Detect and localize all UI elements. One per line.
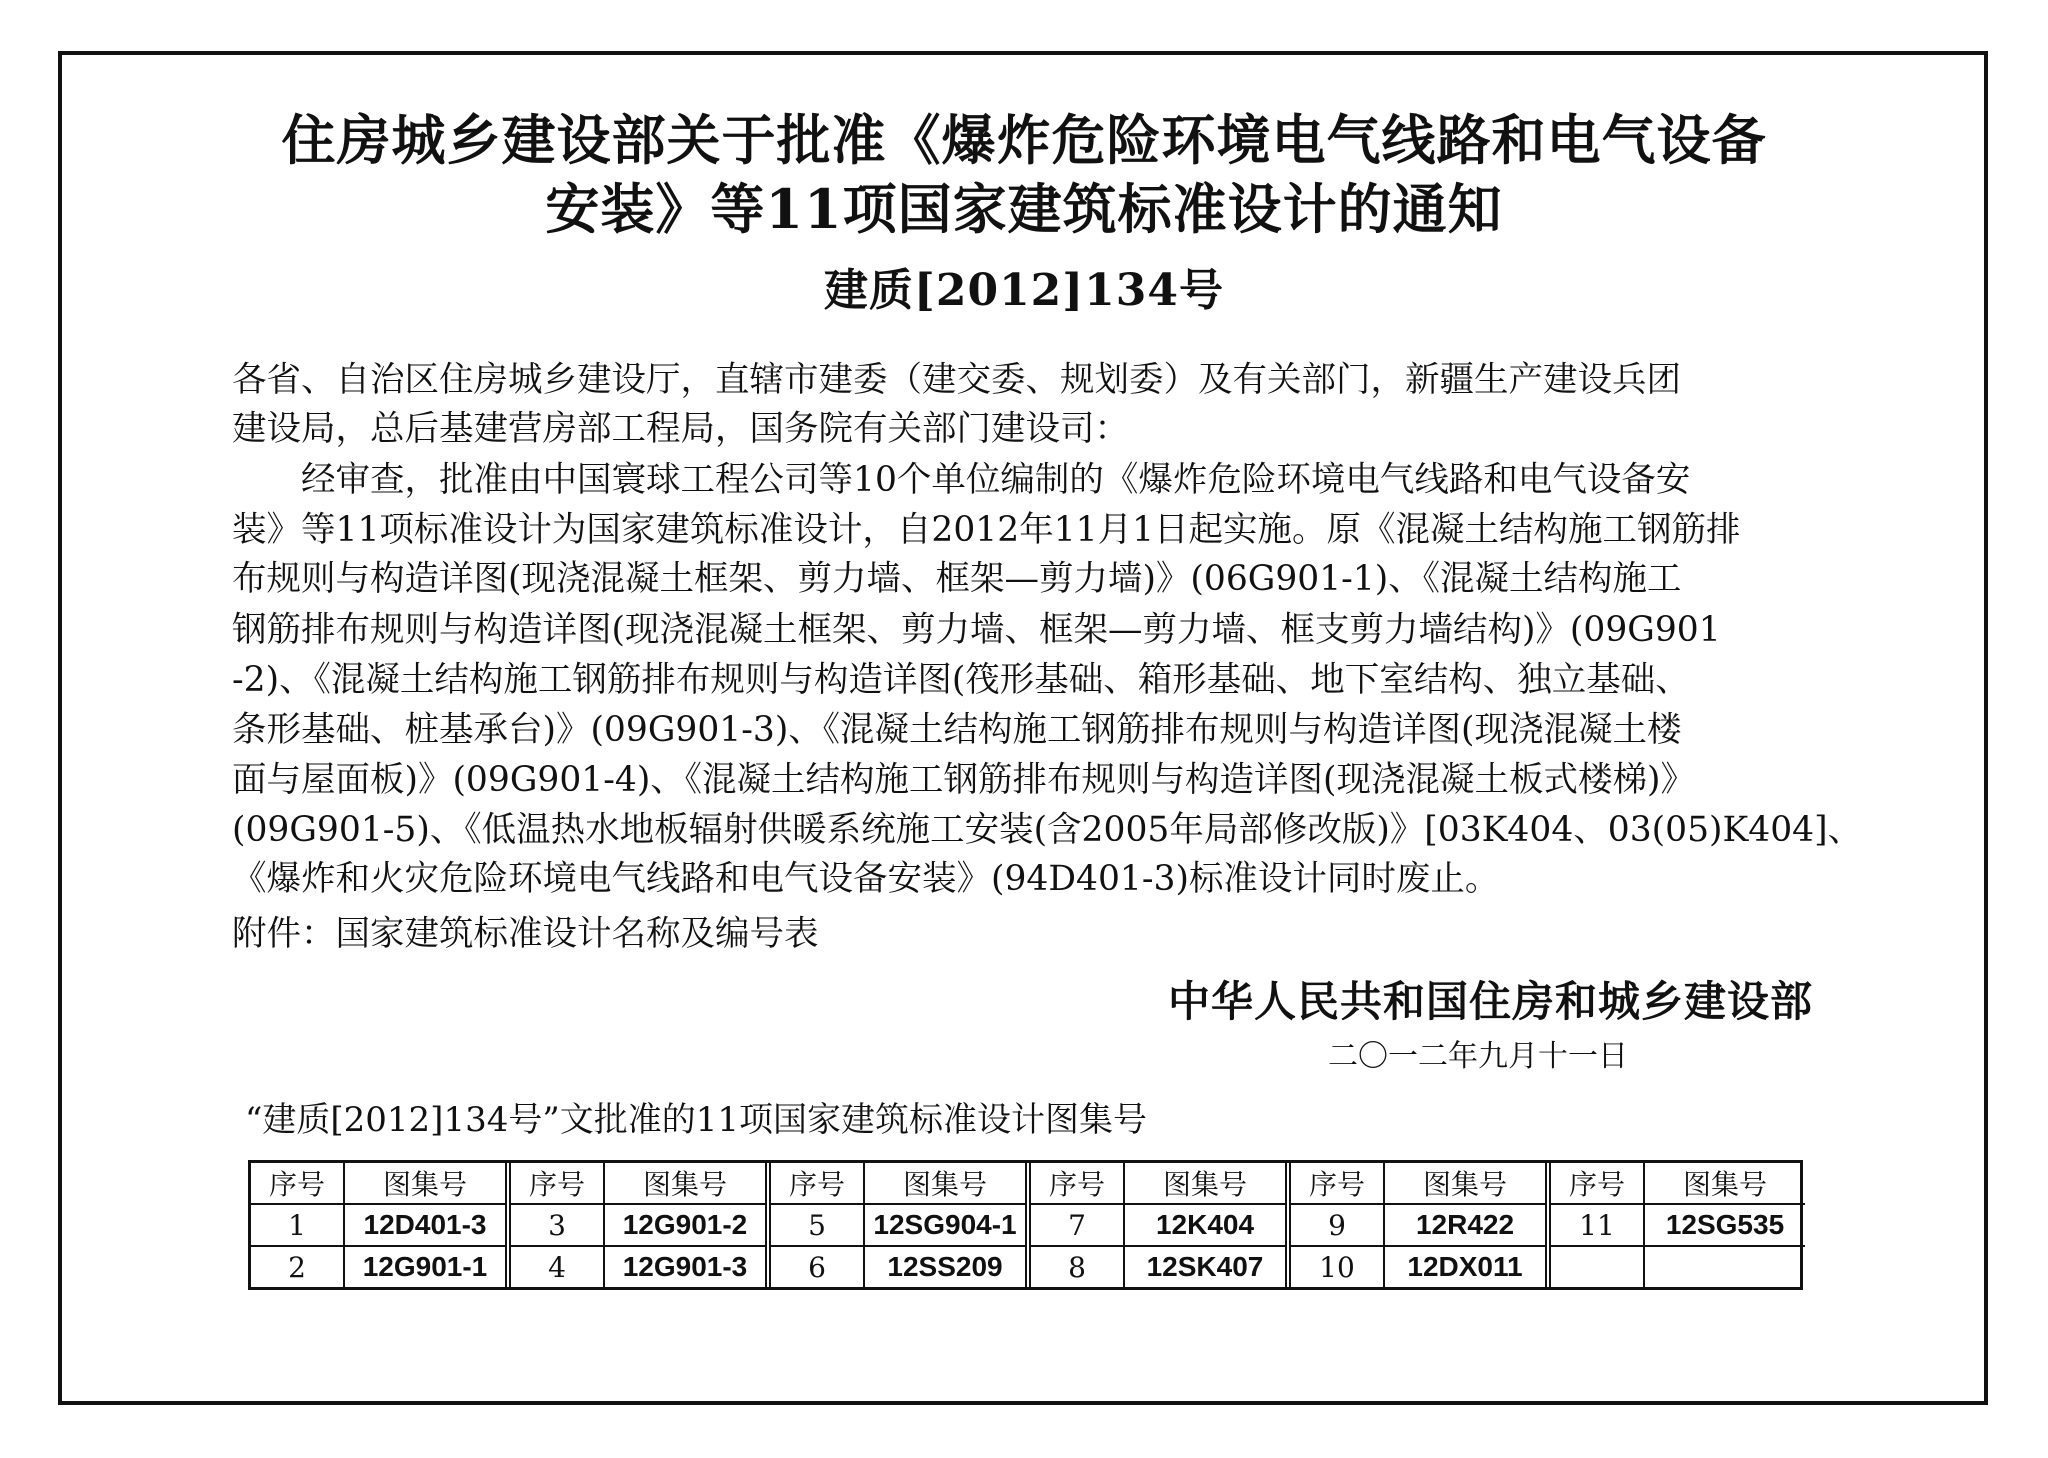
- body-line: 条形基础、桩基承台)》(09G901-3)、《混凝土结构施工钢筋排布规则与构造详图(现浇混凝土楼: [232, 710, 1682, 750]
- code-header: 图集号: [1682, 1168, 1767, 1201]
- code-cell: 12G901-1: [345, 1245, 505, 1287]
- table-group: [505, 1163, 765, 1287]
- code-cell: 12K404: [1125, 1203, 1285, 1245]
- body-line: 布规则与构造详图(现浇混凝土框架、剪力墙、框架—剪力墙)》(06G901-1)、《混凝土结构施工: [232, 559, 1682, 599]
- code-column: [343, 1163, 505, 1287]
- code-column: [1123, 1163, 1285, 1287]
- seq-cell: 1: [251, 1203, 343, 1245]
- table-group: [1545, 1163, 1805, 1287]
- notice-title-line-2: 安装》等11项国家建筑标准设计的通知: [545, 177, 1503, 241]
- seq-cell: 8: [1031, 1245, 1123, 1287]
- seq-cell: 2: [251, 1245, 343, 1287]
- seq-cell: 10: [1291, 1245, 1383, 1287]
- code-column: [863, 1163, 1025, 1287]
- code-cell: 12SG535: [1645, 1203, 1805, 1245]
- seq-cell: 9: [1291, 1203, 1383, 1245]
- seq-column: [1291, 1163, 1383, 1287]
- body-line: 建设局，总后基建营房部工程局，国务院有关部门建设司：: [232, 409, 1129, 449]
- body-line: -2)、《混凝土结构施工钢筋排布规则与构造详图(筏形基础、箱形基础、地下室结构、独立基础、: [232, 660, 1690, 700]
- seq-header: 序号: [528, 1168, 585, 1201]
- table-group: [1025, 1163, 1285, 1287]
- code-column: [1643, 1163, 1805, 1287]
- code-header: 图集号: [642, 1168, 727, 1201]
- attachment-line: 附件：国家建筑标准设计名称及编号表: [232, 914, 819, 954]
- code-header: 图集号: [1422, 1168, 1507, 1201]
- code-cell: [1645, 1245, 1805, 1287]
- seq-cell: 4: [511, 1245, 603, 1287]
- seq-header: 序号: [268, 1168, 325, 1201]
- code-cell: 12G901-3: [605, 1245, 765, 1287]
- code-cell: 12SS209: [865, 1245, 1025, 1287]
- seq-column: [1031, 1163, 1123, 1287]
- issuer-name: 中华人民共和国住房和城乡建设部: [1167, 977, 1813, 1026]
- standards-table: [248, 1160, 1803, 1290]
- document-number: 建质[2012]134号: [824, 265, 1224, 316]
- seq-column: [511, 1163, 603, 1287]
- issue-date: 二〇一二年九月十一日: [1328, 1039, 1628, 1074]
- seq-cell: 11: [1551, 1203, 1643, 1245]
- body-line: (09G901-5)、《低温热水地板辐射供暖系统施工安装(含2005年局部修改版)》[03K404、03(05)K404]、: [232, 810, 1863, 850]
- seq-column: [1551, 1163, 1643, 1287]
- code-cell: 12SK407: [1125, 1245, 1285, 1287]
- body-line: 《爆炸和火灾危险环境电气线路和电气设备安装》(94D401-3)标准设计同时废止。: [232, 859, 1500, 899]
- seq-column: [251, 1163, 343, 1287]
- body-line: 经审查，批准由中国寰球工程公司等10个单位编制的《爆炸危险环境电气线路和电气设备安: [232, 460, 1691, 500]
- seq-cell: 3: [511, 1203, 603, 1245]
- notice-title-line-1: 住房城乡建设部关于批准《爆炸危险环境电气线路和电气设备: [281, 108, 1767, 172]
- table-group: [251, 1163, 505, 1287]
- table-caption: “建质[2012]134号”文批准的11项国家建筑标准设计图集号: [245, 1100, 1147, 1140]
- seq-cell: [1551, 1245, 1643, 1287]
- seq-header: 序号: [788, 1168, 845, 1201]
- code-cell: 12SG904-1: [865, 1203, 1025, 1245]
- seq-column: [771, 1163, 863, 1287]
- body-line: 各省、自治区住房城乡建设厅，直辖市建委（建交委、规划委）及有关部门，新疆生产建设兵团: [232, 360, 1681, 400]
- code-cell: 12G901-2: [605, 1203, 765, 1245]
- body-line: 装》等11项标准设计为国家建筑标准设计，自2012年11月1日起实施。原《混凝土结构施工钢筋排: [232, 510, 1741, 550]
- seq-header: 序号: [1048, 1168, 1105, 1201]
- body-line: 面与屋面板)》(09G901-4)、《混凝土结构施工钢筋排布规则与构造详图(现浇混凝土板式楼梯)》: [232, 760, 1695, 800]
- code-cell: 12DX011: [1385, 1245, 1545, 1287]
- seq-header: 序号: [1568, 1168, 1625, 1201]
- code-header: 图集号: [1162, 1168, 1247, 1201]
- seq-cell: 5: [771, 1203, 863, 1245]
- seq-cell: 6: [771, 1245, 863, 1287]
- code-column: [1383, 1163, 1545, 1287]
- code-cell: 12R422: [1385, 1203, 1545, 1245]
- seq-cell: 7: [1031, 1203, 1123, 1245]
- code-cell: 12D401-3: [345, 1203, 505, 1245]
- table-group: [1285, 1163, 1545, 1287]
- code-header: 图集号: [382, 1168, 467, 1201]
- table-group: [765, 1163, 1025, 1287]
- code-header: 图集号: [902, 1168, 987, 1201]
- body-line: 钢筋排布规则与构造详图(现浇混凝土框架、剪力墙、框架—剪力墙、框支剪力墙结构)》(09G901: [232, 610, 1721, 650]
- code-column: [603, 1163, 765, 1287]
- seq-header: 序号: [1308, 1168, 1365, 1201]
